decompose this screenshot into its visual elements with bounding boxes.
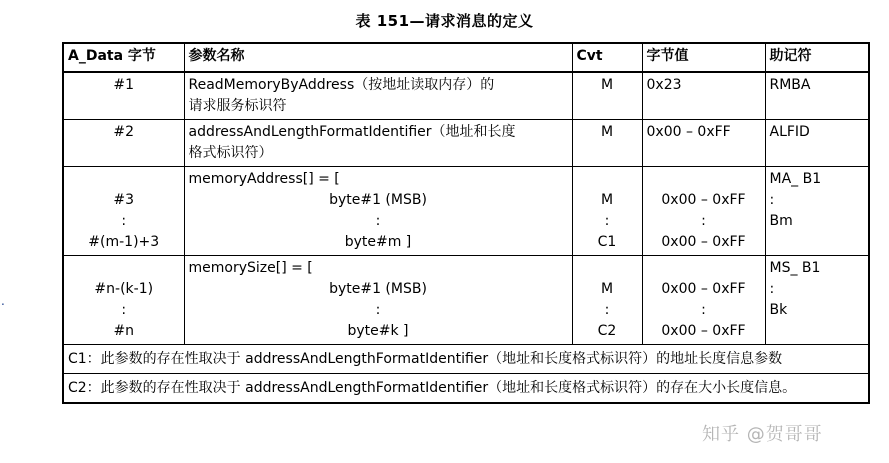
header-byte: A_Data 字节: [63, 43, 184, 72]
header-row: [63, 43, 869, 72]
cvt-cell: M : C1: [572, 167, 642, 256]
mnemonic-cell: MA_ B1 : Bm: [765, 167, 869, 256]
table-row: [63, 256, 869, 345]
byte-cell: #n-(k-1) : #n: [63, 256, 184, 345]
name-cell: ReadMemoryByAddress（按地址读取内存）的 请求服务标识符: [184, 72, 572, 120]
request-message-table: [62, 42, 870, 404]
note-c1: C1：此参数的存在性取决于 addressAndLengthFormatIdentifier（地址和长度格式标识符）的地址长度信息参数: [63, 345, 869, 374]
cvt-cell: M : C2: [572, 256, 642, 345]
table-row: [63, 167, 869, 256]
mnemonic-cell: MS_ B1 : Bk: [765, 256, 869, 345]
table-row: [63, 72, 869, 120]
name-cell: memoryAddress[] = [ byte#1 (MSB) : byte#m ]: [184, 167, 572, 256]
name-cell: addressAndLengthFormatIdentifier（地址和长度 格式标识符）: [184, 120, 572, 167]
cvt-cell: M: [572, 120, 642, 167]
cvt-cell: M: [572, 72, 642, 120]
margin-mark: .: [1, 294, 5, 308]
note-c2: C2：此参数的存在性取决于 addressAndLengthFormatIdentifier（地址和长度格式标识符）的存在大小长度信息。: [63, 374, 869, 404]
header-mnemonic: 助记符: [765, 43, 869, 72]
header-value: 字节值: [642, 43, 765, 72]
watermark: 知乎 @贺哥哥: [702, 424, 823, 445]
table-title: 表 151—请求消息的定义: [355, 12, 534, 30]
name-cell: memorySize[] = [ byte#1 (MSB) : byte#k ]: [184, 256, 572, 345]
value-cell: 0x00 – 0xFF: [642, 120, 765, 167]
value-cell: 0x00 – 0xFF : 0x00 – 0xFF: [642, 167, 765, 256]
mnemonic-cell: ALFID: [765, 120, 869, 167]
byte-cell: #3 : #(m-1)+3: [63, 167, 184, 256]
mnemonic-cell: RMBA: [765, 72, 869, 120]
header-cvt: Cvt: [572, 43, 642, 72]
table-row: [63, 120, 869, 167]
byte-cell: #2: [63, 120, 184, 167]
value-cell: 0x00 – 0xFF : 0x00 – 0xFF: [642, 256, 765, 345]
note-row: [63, 374, 869, 404]
value-cell: 0x23: [642, 72, 765, 120]
byte-cell: #1: [63, 72, 184, 120]
note-row: [63, 345, 869, 374]
header-name: 参数名称: [184, 43, 572, 72]
